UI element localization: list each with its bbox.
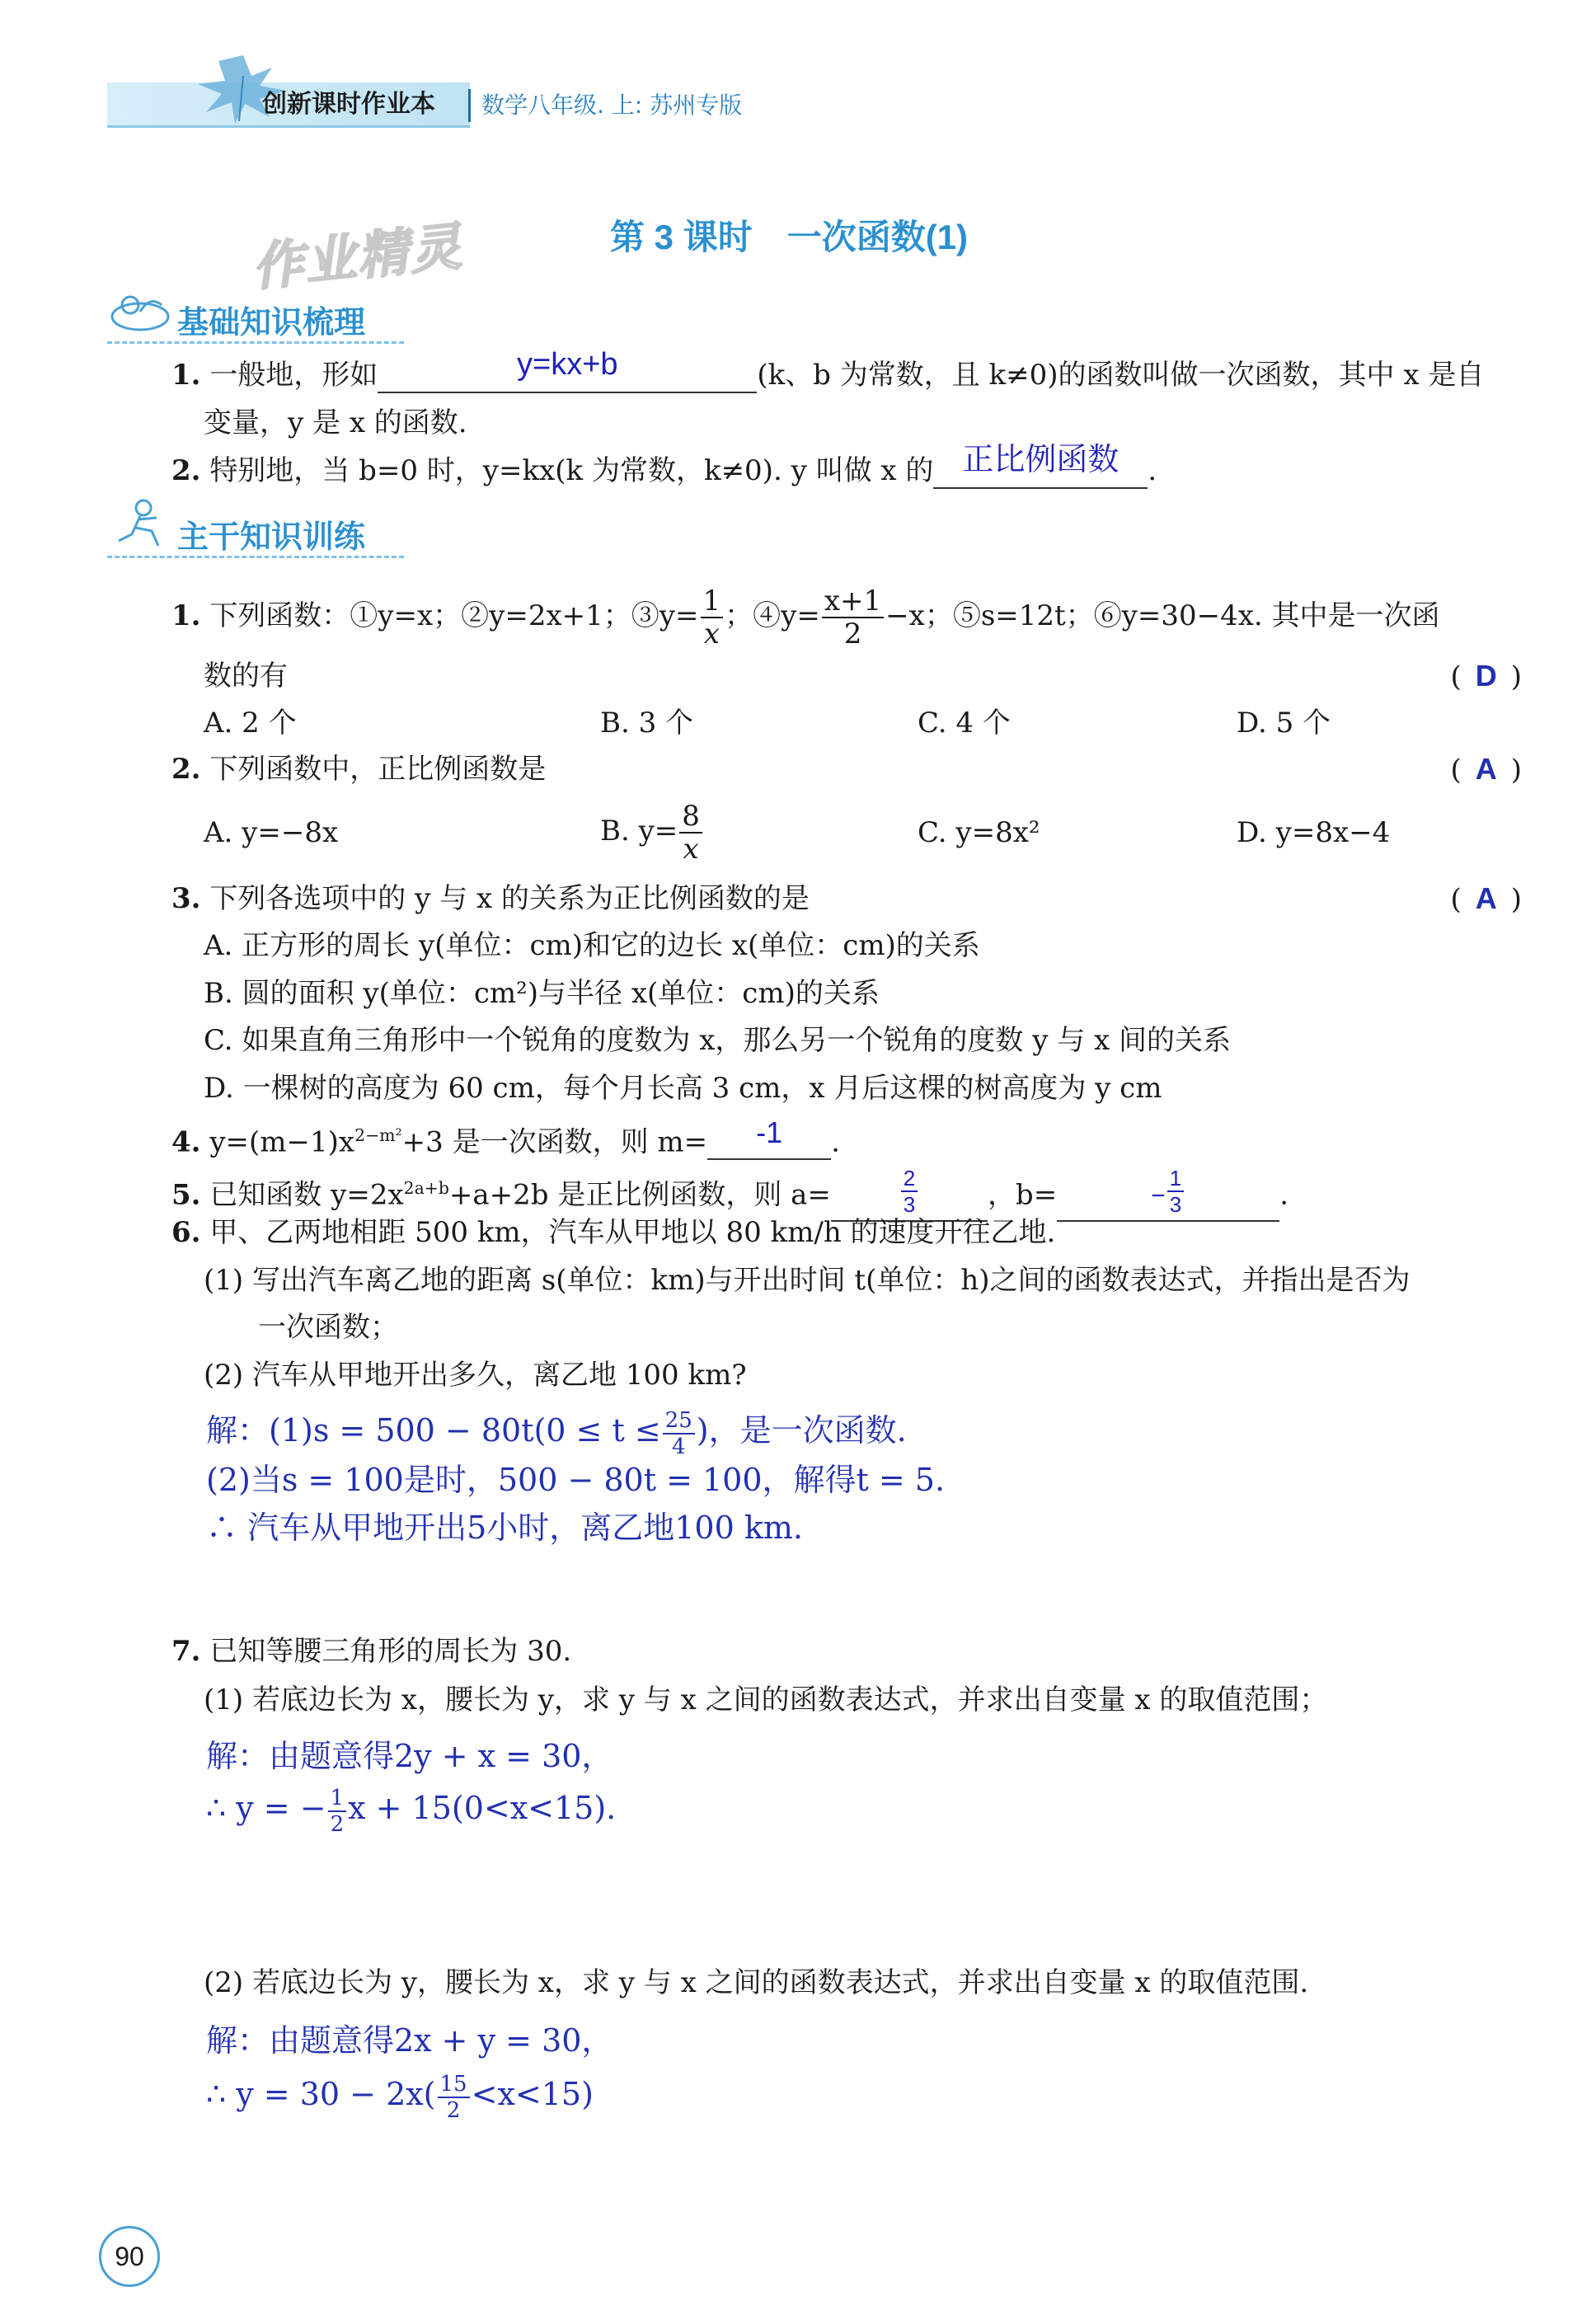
main-q5-blank-b: [1057, 1166, 1279, 1222]
book-title: 创新课时作业本: [262, 91, 435, 118]
main-q7-num: 7.: [171, 1635, 201, 1668]
basic-q2-num: 2.: [171, 454, 201, 487]
main-q5-pre: 已知函数 y=2x: [209, 1178, 404, 1212]
main-q4-num: 4.: [171, 1125, 201, 1159]
main-q5-end: .: [1279, 1178, 1289, 1212]
main-q7-solution1-line1: 解：由题意得2y + x = 30，: [206, 1738, 613, 1774]
main-q4-blank: [707, 1115, 831, 1160]
frac-denominator: 4: [671, 1434, 686, 1459]
section-basic-underline: [107, 341, 404, 344]
main-q6-part2: (2) 汽车从甲地开出多久，离乙地 100 km?: [204, 1359, 747, 1392]
basic-q2-blank: [933, 443, 1148, 489]
main-q1-frac4: [822, 587, 884, 648]
main-q2-option-c: C. y=8x²: [918, 816, 1040, 849]
main-q6-solution-post: )，是一次函数.: [696, 1412, 907, 1449]
frac-numerator: 25: [663, 1410, 695, 1435]
main-q6-solution-line2: (2)当s = 100是时，500 − 80t = 100，解得t = 5.: [206, 1462, 946, 1498]
main-q3-answer-paren: ( A ): [1450, 878, 1522, 920]
main-q7-solution2-post: <x<15): [471, 2076, 594, 2112]
main-q6-line: [171, 1212, 1055, 1253]
section-main-underline: [107, 556, 404, 558]
main-q5-answer-a: [901, 1166, 918, 1218]
main-q3-answer: A: [1475, 881, 1497, 915]
main-q5-exponent: 2a+b: [403, 1178, 449, 1198]
frac-numerator: 15: [438, 2073, 470, 2098]
header-divider: [468, 89, 471, 122]
main-q5-answer-b: [1167, 1166, 1184, 1218]
main-q2-option-d: D. y=8x−4: [1237, 816, 1391, 849]
main-q6-solution-line3: ∴ 汽车从甲地开出5小时，离乙地100 km.: [206, 1510, 804, 1546]
frac-denominator: 3: [1169, 1192, 1182, 1218]
main-q7-part2: (2) 若底边长为 y，腰长为 x，求 y 与 x 之间的函数表达式，并求出自变量 x 的取值范围.: [204, 1966, 1309, 1999]
frac-denominator: x: [703, 618, 720, 650]
main-q1-line1: [171, 587, 1440, 648]
basic-q2-answer: 正比例函数: [962, 443, 1120, 477]
frac-numerator: 1: [701, 587, 724, 618]
main-q4-end: .: [831, 1125, 840, 1159]
main-q1-answer: D: [1475, 659, 1497, 693]
frac-denominator: 2: [843, 618, 862, 650]
frac-denominator: 2: [330, 1811, 345, 1837]
basic-q1-num: 1.: [171, 359, 201, 392]
main-q7-part1: (1) 若底边长为 x，腰长为 y，求 y 与 x 之间的函数表达式，并求出自变量 x 的取值范围；: [204, 1683, 1328, 1716]
main-q4-line: [171, 1115, 840, 1162]
main-q5-num: 5.: [171, 1178, 201, 1212]
main-q4-exponent: 2−m²: [354, 1125, 402, 1145]
frac-denominator: 2: [446, 2097, 461, 2123]
basic-q2-line: [171, 443, 1157, 491]
main-q5-mid: +a+2b 是正比例函数，则 a=: [448, 1178, 831, 1212]
main-q7-line: [171, 1631, 571, 1672]
frac-numerator: 1: [328, 1787, 347, 1812]
main-q7-solution1-post: x + 15(0<x<15).: [348, 1790, 617, 1826]
main-q3-option-c: C. 如果直角三角形中一个锐角的度数为 x，那么另一个锐角的度数 y 与 x 间的关系: [204, 1024, 1232, 1057]
main-q2-option-a: A. y=−8x: [204, 816, 339, 849]
main-q6-solution-line1: [206, 1402, 907, 1459]
main-q2-text: 下列函数中，正比例函数是: [209, 753, 547, 786]
main-q1-option-c: C. 4 个: [918, 707, 1011, 740]
main-q1-option-b: B. 3 个: [600, 707, 694, 740]
main-q5-mid2: ，b=: [987, 1178, 1058, 1212]
main-q6-num: 6.: [171, 1216, 201, 1249]
main-q4-post: +3 是一次函数，则 m=: [401, 1125, 708, 1159]
section-basic-title: 基础知识梳理: [177, 306, 366, 340]
main-q2-option-b: [600, 798, 704, 864]
main-q2-option-b-frac: [679, 800, 702, 866]
main-q3-line: [171, 878, 810, 919]
main-q1-answer-paren: ( D ): [1450, 655, 1522, 697]
main-q6-solution-pre: 解：(1)s = 500 − 80t(0 ≤ t ≤: [206, 1412, 661, 1449]
main-q7-solution2-line2: [206, 2065, 594, 2123]
main-q7-solution2-line1: 解：由题意得2x + y = 30，: [206, 2022, 613, 2059]
main-q2-answer: A: [1475, 752, 1497, 786]
main-q3-option-a: A. 正方形的周长 y(单位：cm)和它的边长 x(单位：cm)的关系: [204, 929, 980, 962]
main-q7-solution1-line2: [206, 1779, 616, 1837]
main-q1-option-d: D. 5 个: [1237, 707, 1331, 740]
lesson-title: 第 3 课时 一次函数(1): [610, 218, 969, 256]
main-q6-part1-line2: 一次函数；: [258, 1311, 398, 1344]
frac-numerator: 8: [679, 802, 702, 834]
main-q2-option-b-pre: B. y=: [600, 815, 678, 848]
main-q1-line2: 数的有: [204, 660, 288, 693]
main-q5-answer-b-sign: −: [1151, 1182, 1166, 1210]
section-runner-icon: [107, 498, 175, 552]
main-q3-option-b: B. 圆的面积 y(单位：cm²)与半径 x(单位：cm)的关系: [204, 977, 880, 1010]
basic-q1-text-after: (k、b 为常数，且 k≠0)的函数叫做一次函数，其中 x 是自: [757, 359, 1485, 392]
basic-q1-blank: [378, 347, 757, 393]
main-q1-frac3: [701, 587, 724, 648]
basic-q1-line2: 变量，y 是 x 的函数.: [204, 406, 467, 439]
main-q1-option-a: A. 2 个: [204, 707, 297, 740]
main-q6-solution-frac: [663, 1407, 695, 1459]
frac-numerator: 2: [901, 1167, 918, 1192]
main-q6-part1-line1: (1) 写出汽车离乙地的距离 s(单位：km)与开出时间 t(单位：h)之间的函数表达式，并指出是否为: [204, 1264, 1411, 1297]
basic-q1-text-before: 一般地，形如: [209, 359, 378, 392]
frac-denominator: x: [683, 833, 699, 866]
section-main-title: 主干知识训练: [177, 520, 366, 555]
main-q1-num: 1.: [171, 599, 201, 632]
main-q2-line: [171, 749, 546, 790]
main-q3-text: 下列各选项中的 y 与 x 的关系为正比例函数的是: [209, 882, 810, 915]
main-q4-answer: -1: [756, 1115, 783, 1150]
main-q1-text-b: ；④y=: [725, 599, 820, 632]
frac-denominator: 3: [903, 1192, 916, 1218]
page-number-circle: [99, 2226, 160, 2287]
main-q2-num: 2.: [171, 753, 201, 786]
main-q1-text-a: 下列函数：①y=x；②y=2x+1；③y=: [209, 599, 699, 632]
main-q7-solution2-pre: ∴ y = 30 − 2x(: [206, 2076, 436, 2112]
basic-q2-text-before: 特别地，当 b=0 时，y=kx(k 为常数，k≠0). y 叫做 x 的: [209, 454, 934, 487]
main-q7-solution2-frac: [438, 2073, 470, 2121]
page-number: 90: [115, 2241, 144, 2271]
main-q7-text: 已知等腰三角形的周长为 30.: [209, 1635, 572, 1668]
main-q6-text: 甲、乙两地相距 500 km，汽车从甲地以 80 km/h 的速度开往乙地.: [209, 1216, 1056, 1249]
main-q3-option-d: D. 一棵树的高度为 60 cm，每个月长高 3 cm，x 月后这棵的树高度为 y cm: [204, 1072, 1162, 1105]
main-q7-solution1-frac: [328, 1787, 347, 1835]
watermark: 作业精灵: [249, 215, 466, 298]
basic-q1-answer: y=kx+b: [517, 347, 618, 382]
main-q7-solution1-pre: ∴ y = −: [206, 1790, 326, 1826]
basic-q2-text-after: .: [1148, 454, 1157, 487]
main-q3-num: 3.: [171, 882, 201, 915]
section-mascot-icon: [107, 287, 175, 335]
main-q4-pre: y=(m−1)x: [209, 1125, 355, 1159]
frac-numerator: x+1: [822, 587, 884, 618]
book-subtitle: 数学八年级. 上: 苏州专版: [481, 92, 743, 119]
main-q2-answer-paren: ( A ): [1450, 749, 1522, 791]
frac-numerator: 1: [1167, 1167, 1184, 1192]
basic-q1-line1: [171, 347, 1485, 396]
main-q1-text-c: −x；⑤s=12t；⑥y=30−4x. 其中是一次函: [885, 599, 1440, 632]
